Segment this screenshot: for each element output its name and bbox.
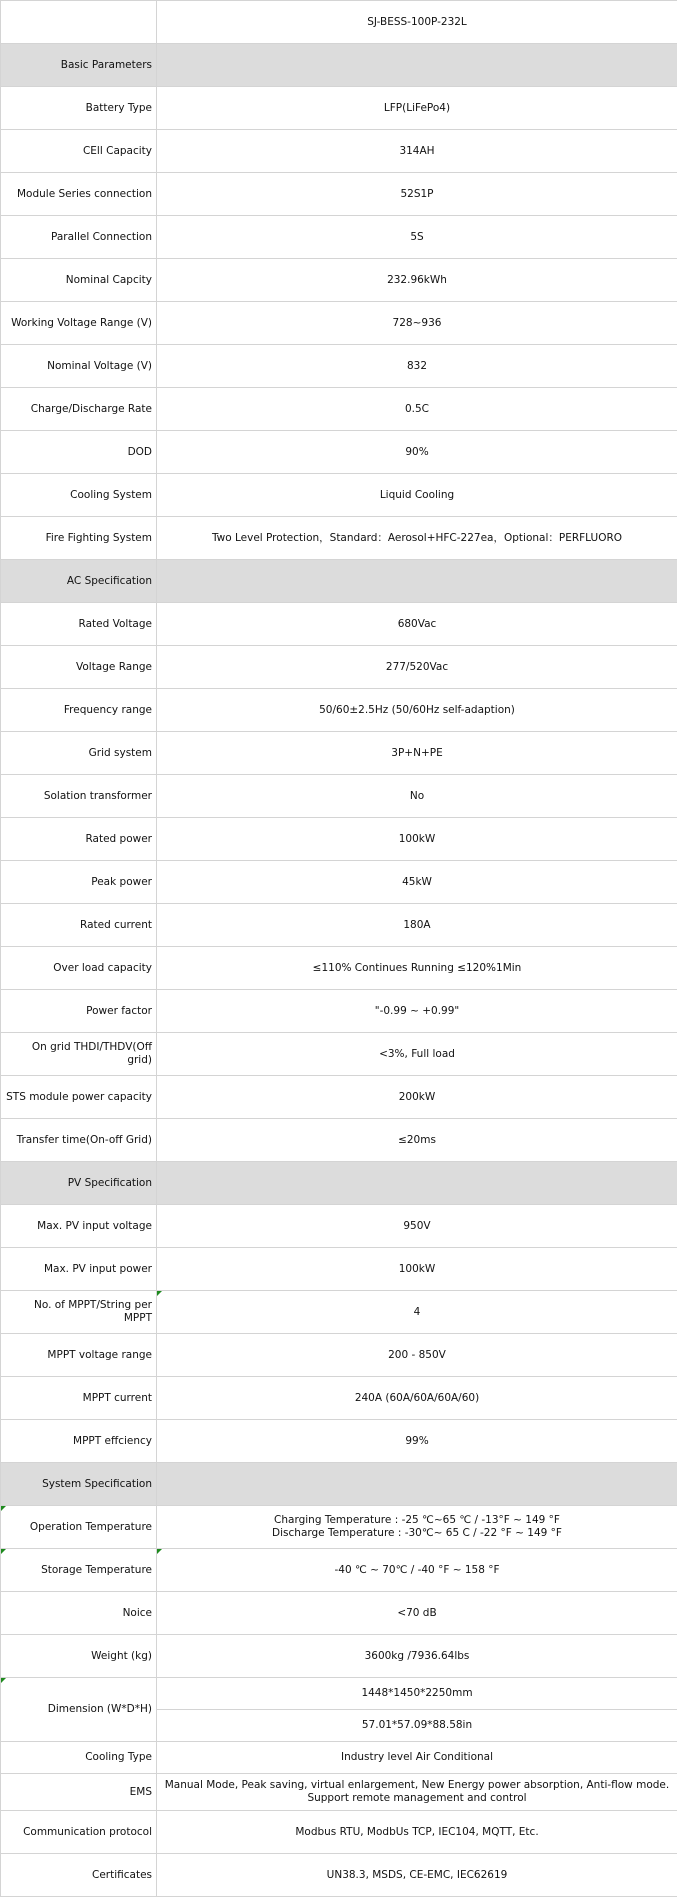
row-value: 180A <box>157 904 677 947</box>
header-label <box>1 1 157 44</box>
row-label: Operation Temperature <box>1 1506 157 1549</box>
row-label: Battery Type <box>1 87 157 130</box>
table-row <box>1 1592 677 1635</box>
row-value: 50/60±2.5Hz (50/60Hz self-adaption) <box>157 689 677 732</box>
table-row <box>1 603 677 646</box>
table-row <box>1 474 677 517</box>
row-value: 5S <box>157 216 677 259</box>
row-label: MPPT voltage range <box>1 1334 157 1377</box>
row-value: "-0.99 ~ +0.99" <box>157 990 677 1033</box>
table-row <box>1 1291 677 1334</box>
table-row <box>1 1248 677 1291</box>
row-label: Nominal Voltage (V) <box>1 345 157 388</box>
table-row <box>1 87 677 130</box>
table-row <box>1 1420 677 1463</box>
table-row <box>1 732 677 775</box>
section-filler <box>157 1463 677 1506</box>
table-row <box>1 947 677 990</box>
table-row <box>1 1205 677 1248</box>
row-label: Fire Fighting System <box>1 517 157 560</box>
row-label: STS module power capacity <box>1 1076 157 1119</box>
table-row <box>1 1506 677 1549</box>
section-system-specification <box>1 1463 677 1506</box>
row-label: Peak power <box>1 861 157 904</box>
row-value: 1448*1450*2250mm <box>157 1678 677 1710</box>
row-label: Weight (kg) <box>1 1635 157 1678</box>
row-value: 728~936 <box>157 302 677 345</box>
section-title: PV Specification <box>1 1162 157 1205</box>
table-row <box>1 1119 677 1162</box>
table-row <box>1 388 677 431</box>
row-value: 52S1P <box>157 173 677 216</box>
row-value: LFP(LiFePo4) <box>157 87 677 130</box>
row-label: No. of MPPT/String per MPPT <box>1 1291 157 1334</box>
row-label: Max. PV input power <box>1 1248 157 1291</box>
row-label: EMS <box>1 1774 157 1811</box>
row-value: 100kW <box>157 1248 677 1291</box>
row-value: Two Level Protection，Standard：Aerosol+HFC-227ea，Optional：PERFLUORO <box>157 517 677 560</box>
row-value: 45kW <box>157 861 677 904</box>
table-row <box>1 689 677 732</box>
ems-modes: Manual Mode, Peak saving, virtual enlargement, New Energy power absorption, Anti-flow mode. <box>161 1779 673 1792</box>
table-row <box>1 1742 677 1774</box>
row-label: Rated current <box>1 904 157 947</box>
table-row <box>1 173 677 216</box>
row-label: On grid THDI/THDV(Off grid) <box>1 1033 157 1076</box>
row-label: Dimension (W*D*H) <box>1 1678 157 1742</box>
row-label: Storage Temperature <box>1 1549 157 1592</box>
row-value: 832 <box>157 345 677 388</box>
row-label: Transfer time(On-off Grid) <box>1 1119 157 1162</box>
table-row <box>1 990 677 1033</box>
row-label: DOD <box>1 431 157 474</box>
row-label: Parallel Connection <box>1 216 157 259</box>
row-value: 99% <box>157 1420 677 1463</box>
row-value: 950V <box>157 1205 677 1248</box>
model-name: SJ-BESS-100P-232L <box>157 1 677 44</box>
table-row <box>1 1377 677 1420</box>
row-value: 0.5C <box>157 388 677 431</box>
table-row <box>1 904 677 947</box>
table-row <box>1 1076 677 1119</box>
row-label: Nominal Capcity <box>1 259 157 302</box>
row-value: 4 <box>157 1291 677 1334</box>
table-row <box>1 431 677 474</box>
row-value: 200 - 850V <box>157 1334 677 1377</box>
row-value: Modbus RTU, ModbUs TCP, IEC104, MQTT, Etc. <box>157 1811 677 1854</box>
row-label: Certificates <box>1 1854 157 1897</box>
row-label: Over load capacity <box>1 947 157 990</box>
row-value <box>157 1506 677 1549</box>
discharge-temperature: Discharge Temperature : -30℃~ 65 C / -22 °F ~ 149 °F <box>161 1527 673 1540</box>
row-label: MPPT current <box>1 1377 157 1420</box>
row-label: CEll Capacity <box>1 130 157 173</box>
table-row <box>1 775 677 818</box>
row-value: 277/520Vac <box>157 646 677 689</box>
section-basic-parameters <box>1 44 677 87</box>
row-label: Voltage Range <box>1 646 157 689</box>
row-value: 200kW <box>157 1076 677 1119</box>
table-row <box>1 1678 677 1710</box>
row-value: 3600kg /7936.64lbs <box>157 1635 677 1678</box>
table-row <box>1 1334 677 1377</box>
row-value: Liquid Cooling <box>157 474 677 517</box>
row-value: 680Vac <box>157 603 677 646</box>
row-label: Cooling System <box>1 474 157 517</box>
table-row <box>1 1811 677 1854</box>
row-label: Grid system <box>1 732 157 775</box>
table-row <box>1 1033 677 1076</box>
table-row <box>1 1854 677 1897</box>
table-row <box>1 517 677 560</box>
row-value <box>157 1774 677 1811</box>
section-filler <box>157 1162 677 1205</box>
row-label: Communication protocol <box>1 1811 157 1854</box>
row-value: -40 ℃ ~ 70℃ / -40 °F ~ 158 °F <box>157 1549 677 1592</box>
section-title: System Specification <box>1 1463 157 1506</box>
row-label: Working Voltage Range (V) <box>1 302 157 345</box>
row-value: 240A (60A/60A/60A/60) <box>157 1377 677 1420</box>
table-row <box>1 1635 677 1678</box>
row-value: <3%, Full load <box>157 1033 677 1076</box>
table-row <box>1 1549 677 1592</box>
table-row <box>1 818 677 861</box>
section-filler <box>157 44 677 87</box>
table-row <box>1 646 677 689</box>
row-value: ≤20ms <box>157 1119 677 1162</box>
table-row <box>1 302 677 345</box>
row-value: No <box>157 775 677 818</box>
section-pv-specification <box>1 1162 677 1205</box>
row-label: Max. PV input voltage <box>1 1205 157 1248</box>
section-title: AC Specification <box>1 560 157 603</box>
header-row <box>1 1 677 44</box>
section-title: Basic Parameters <box>1 44 157 87</box>
row-value: UN38.3, MSDS, CE-EMC, IEC62619 <box>157 1854 677 1897</box>
row-label: Power factor <box>1 990 157 1033</box>
table-row <box>1 861 677 904</box>
row-value: 100kW <box>157 818 677 861</box>
row-value: 314AH <box>157 130 677 173</box>
ems-remote: Support remote management and control <box>161 1792 673 1805</box>
row-label: Rated power <box>1 818 157 861</box>
row-label: Charge/Discharge Rate <box>1 388 157 431</box>
section-filler <box>157 560 677 603</box>
table-row <box>1 259 677 302</box>
row-label: Cooling Type <box>1 1742 157 1774</box>
row-value: 232.96kWh <box>157 259 677 302</box>
row-label: MPPT effciency <box>1 1420 157 1463</box>
row-value: <70 dB <box>157 1592 677 1635</box>
table-row <box>1 130 677 173</box>
section-ac-specification <box>1 560 677 603</box>
row-value: 3P+N+PE <box>157 732 677 775</box>
row-value: 90% <box>157 431 677 474</box>
row-label: Solation transformer <box>1 775 157 818</box>
row-value: Industry level Air Conditional <box>157 1742 677 1774</box>
table-row <box>1 345 677 388</box>
row-label: Noice <box>1 1592 157 1635</box>
table-row <box>1 216 677 259</box>
row-label: Frequency range <box>1 689 157 732</box>
charging-temperature: Charging Temperature : -25 ℃~65 ℃ / -13°F ~ 149 °F <box>161 1514 673 1527</box>
row-label: Module Series connection <box>1 173 157 216</box>
row-value: ≤110% Continues Running ≤120%1Min <box>157 947 677 990</box>
row-label: Rated Voltage <box>1 603 157 646</box>
table-row <box>1 1774 677 1811</box>
row-value: 57.01*57.09*88.58in <box>157 1710 677 1742</box>
